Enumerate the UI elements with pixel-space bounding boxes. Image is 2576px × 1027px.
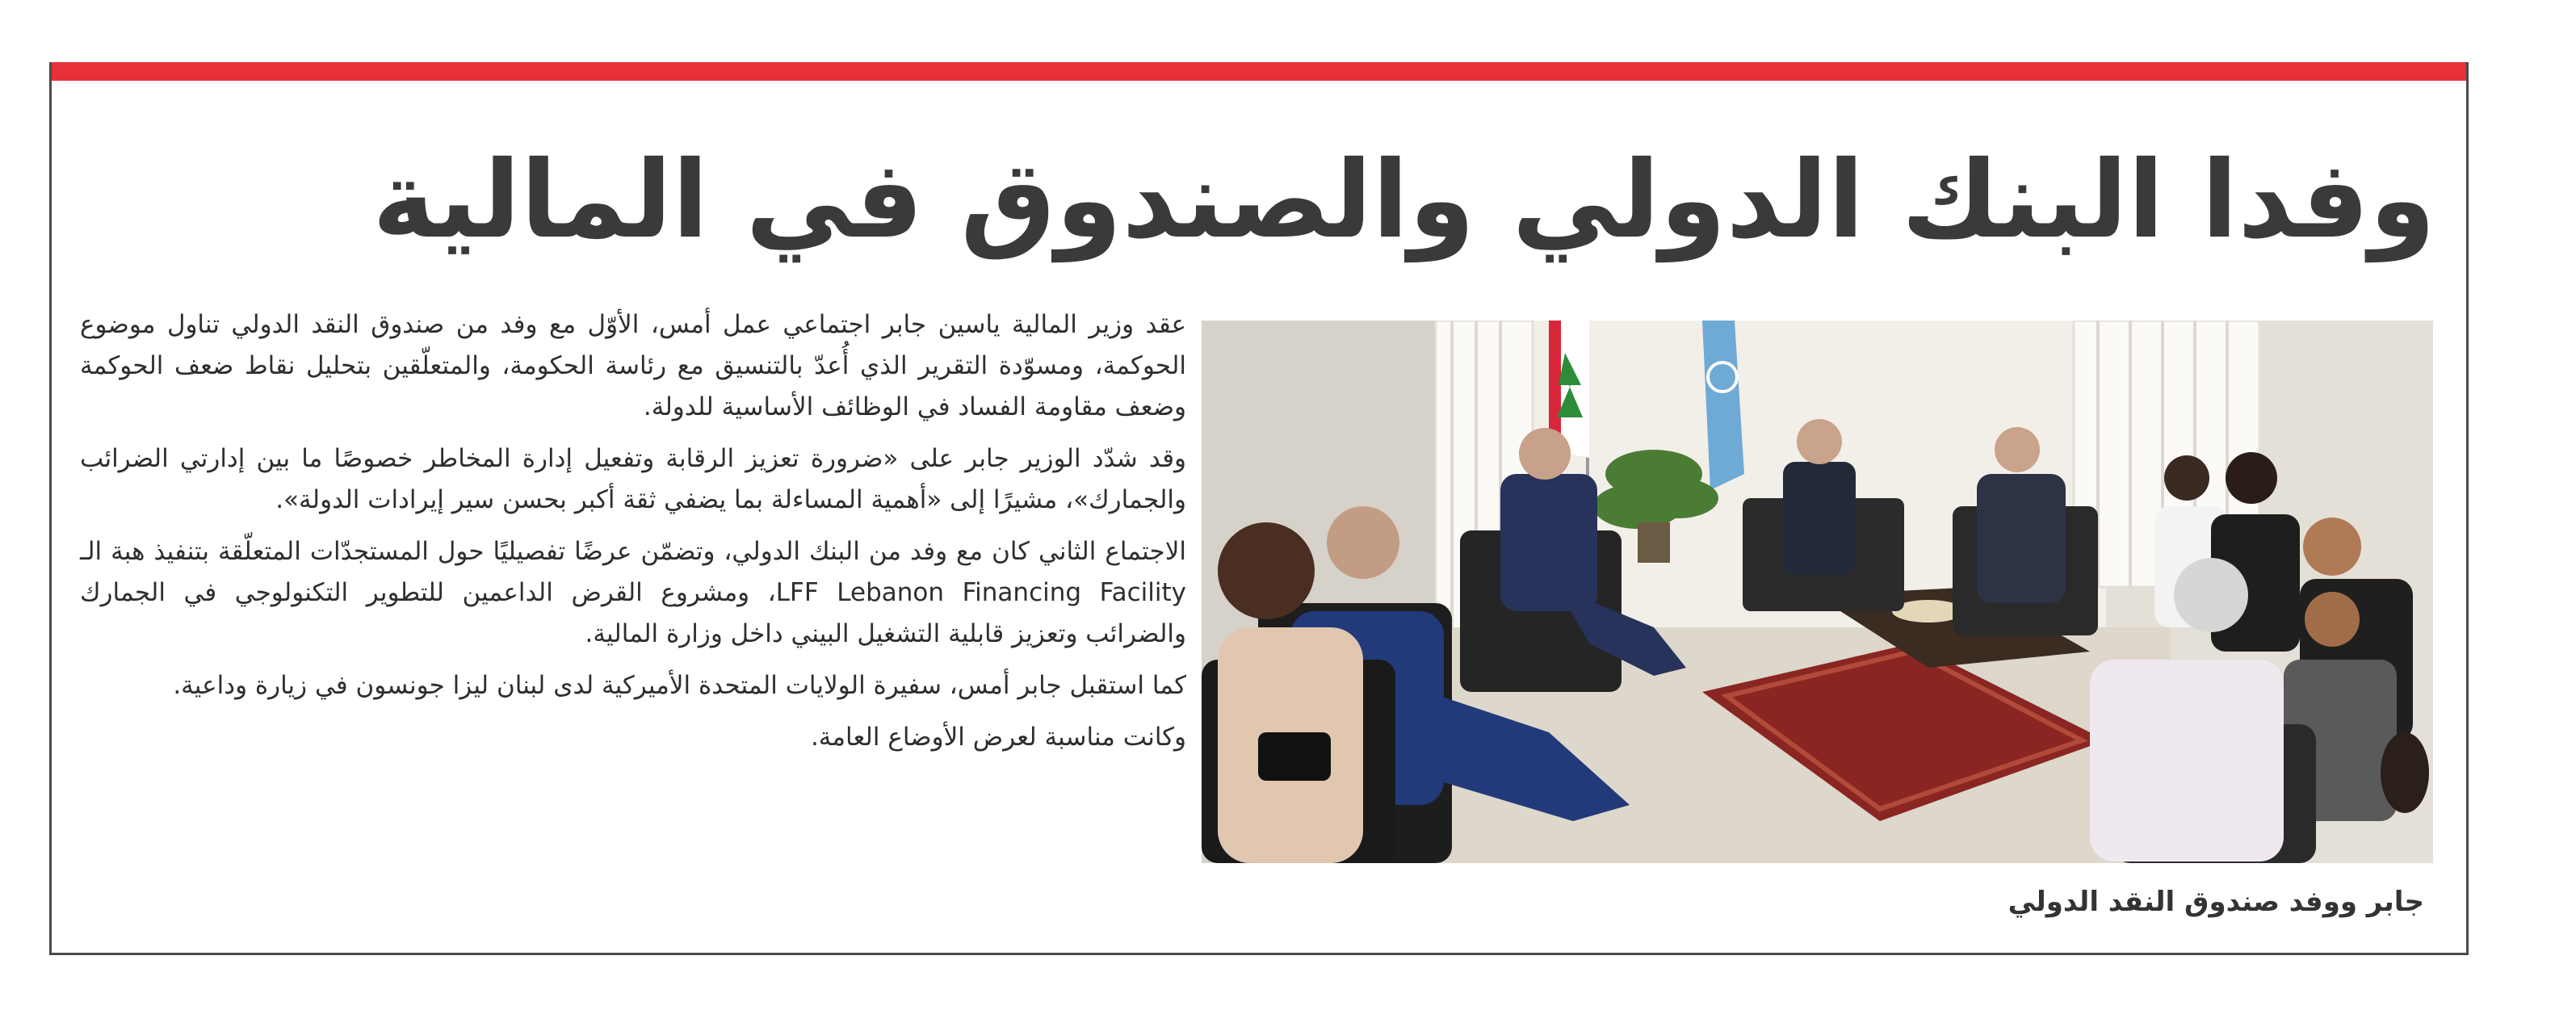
article-headline: وفدا البنك الدولي والصندوق في المالية bbox=[372, 138, 2435, 262]
accent-bar bbox=[52, 62, 2466, 81]
photo-caption: جابر ووفد صندوق النقد الدولي bbox=[2008, 886, 2424, 918]
article-frame bbox=[49, 62, 2469, 955]
article-paragraph-1: عقد وزير المالية ياسين جابر اجتماعي عمل أمس، الأوّل مع وفد من صندوق النقد الدولي تناول موضوع الحوكمة، ومسوّدة التقرير الذي أُعدّ بالتنسيق مع رئاسة الحكومة، والمتعلّقين بتحليل نقاط ضعف الحوكمة وضعف مقاومة الفساد في الوظائف الأساسية للدولة. bbox=[80, 310, 1186, 421]
article-body bbox=[80, 304, 1186, 769]
article-paragraph-4: كما استقبل جابر أمس، سفيرة الولايات المتحدة الأميركية لدى لبنان ليزا جونسون في زيارة وداعية. bbox=[173, 671, 1186, 700]
article-paragraph-2: وقد شدّد الوزير جابر على «ضرورة تعزيز الرقابة وتفعيل إدارة المخاطر خصوصًا ما بين إدارتي الضرائب والجمارك»، مشيرًا إلى «أهمية المساءلة بما يضفي ثقة أكبر بحسن سير إيرادات الدولة». bbox=[80, 444, 1186, 514]
article-paragraph-3: الاجتماع الثاني كان مع وفد من البنك الدولي، وتضمّن عرضًا تفصيليًا حول المستجدّات المتعلّقة بتنفيذ هبة الـ LFF Lebanon Financing Facility، ومشروع القرض الداعمين للتطوير التكنولوجي في الجمارك والضرائب وتعزيز قابلية التشغيل البيني داخل وزارة المالية. bbox=[80, 537, 1186, 648]
meeting-photo bbox=[1202, 321, 2433, 863]
article-paragraph-5: وكانت مناسبة لعرض الأوضاع العامة. bbox=[810, 723, 1186, 752]
